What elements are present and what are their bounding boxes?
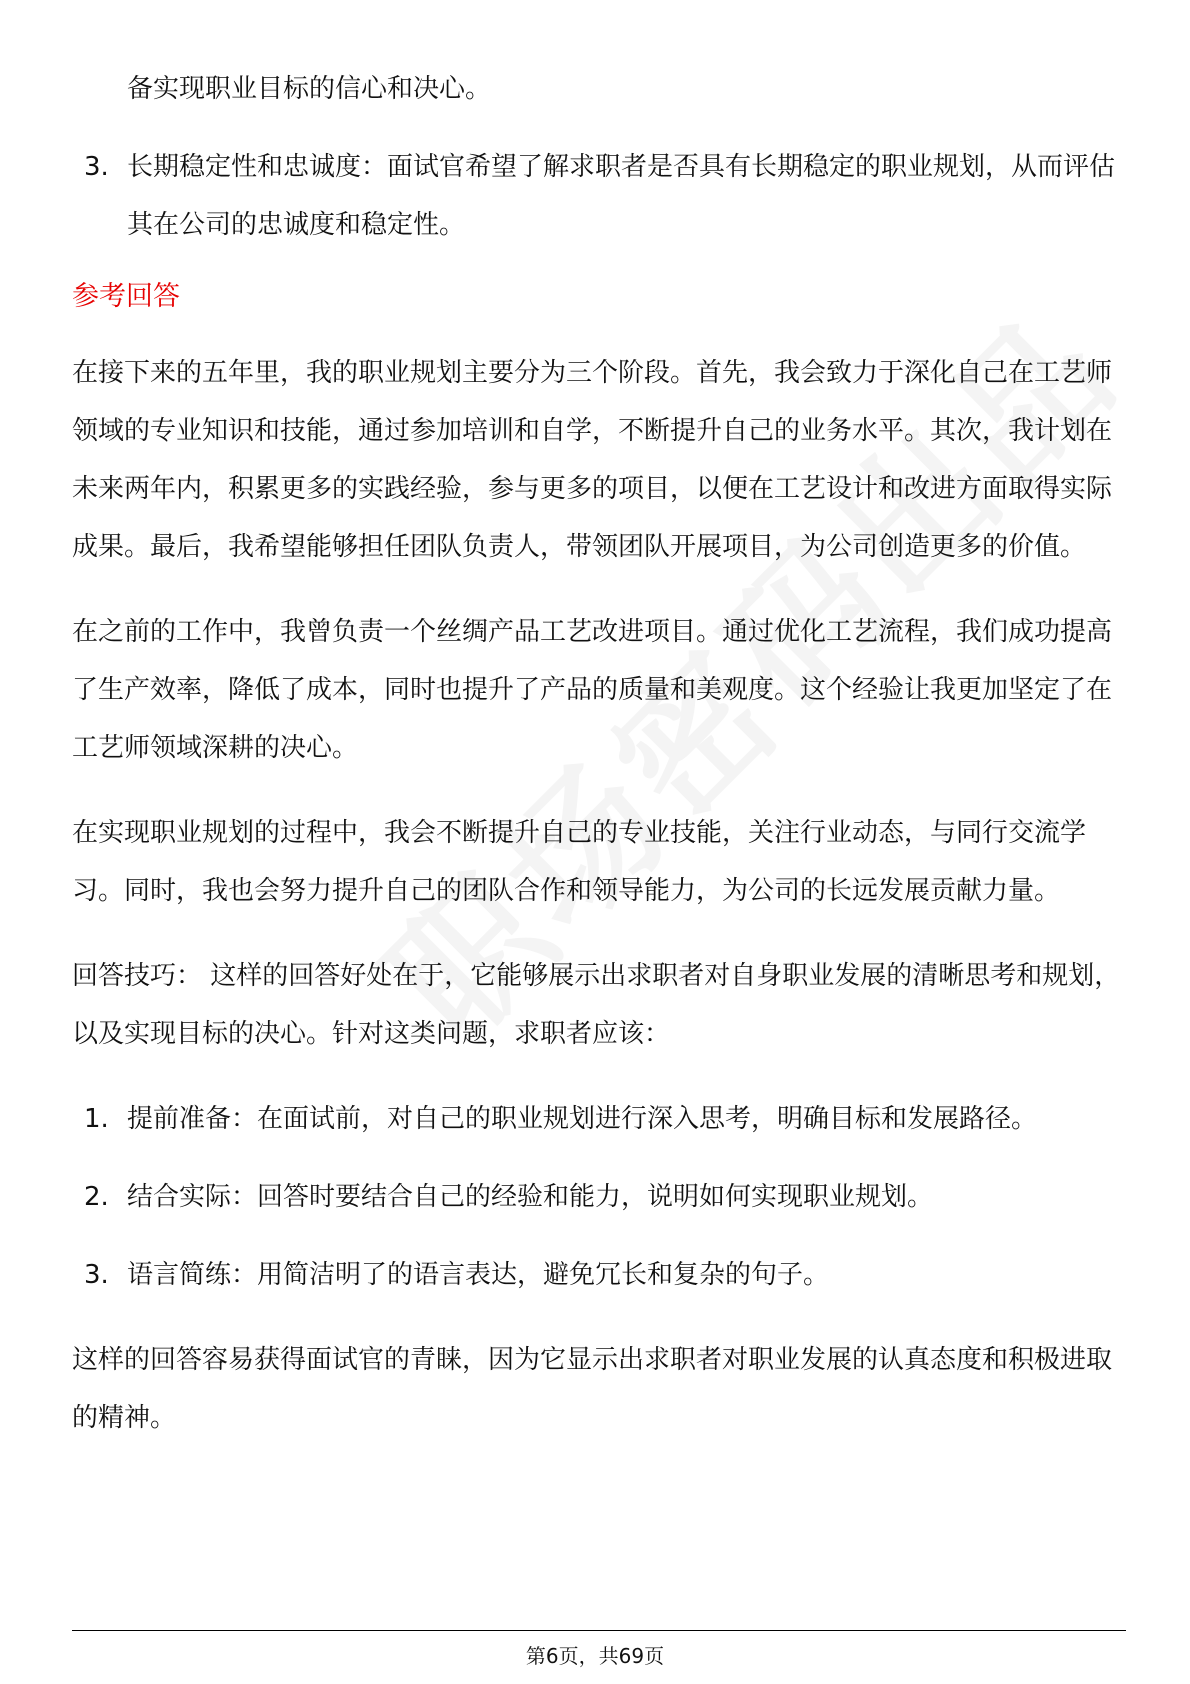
- list-number: 1.: [84, 1104, 109, 1134]
- page-content: [72, 60, 1122, 1447]
- list-item-text: 长期稳定性和忠诚度：面试官希望了解求职者是否具有长期稳定的职业规划，从而评估其在公司的忠诚度和稳定性。: [127, 152, 1116, 240]
- list-number: 2.: [84, 1182, 109, 1212]
- page-number: 第6页，共69页: [525, 1644, 665, 1668]
- footer-divider: [72, 1630, 1126, 1631]
- list-number: 3.: [84, 1260, 109, 1290]
- list-item: [72, 1168, 1122, 1226]
- list-number: 3.: [84, 152, 109, 182]
- list-item-text: 提前准备：在面试前，对自己的职业规划进行深入思考，明确目标和发展路径。: [127, 1104, 1038, 1134]
- list-item: [72, 1246, 1122, 1304]
- list-item-text: 语言简练：用简洁明了的语言表达，避免冗长和复杂的句子。: [127, 1260, 830, 1290]
- list-item: [72, 1090, 1122, 1148]
- answer-paragraph: 在实现职业规划的过程中，我会不断提升自己的专业技能，关注行业动态，与同行交流学习。同时，我也会努力提升自己的团队合作和领导能力，为公司的长远发展贡献力量。: [72, 818, 1087, 906]
- answer-paragraph: 在接下来的五年里，我的职业规划主要分为三个阶段。首先，我会致力于深化自己在工艺师领域的专业知识和技能，通过参加培训和自学，不断提升自己的业务水平。其次，我计划在未来两年内，积累更多的实践经验，参与更多的项目，以便在工艺设计和改进方面取得实际成果。最后，我希望能够担任团队负责人，带领团队开展项目，为公司创造更多的价值。: [72, 358, 1113, 562]
- list-item-text: 结合实际：回答时要结合自己的经验和能力，说明如何实现职业规划。: [127, 1182, 934, 1212]
- tips-intro-paragraph: 回答技巧： 这样的回答好处在于，它能够展示出求职者对自身职业发展的清晰思考和规划，以及实现目标的决心。针对这类问题，求职者应该：: [72, 961, 1121, 1049]
- section-title: 参考回答: [72, 281, 180, 312]
- list-item: [72, 138, 1122, 254]
- answer-paragraph: 在之前的工作中，我曾负责一个丝绸产品工艺改进项目。通过优化工艺流程，我们成功提高了生产效率，降低了成本，同时也提升了产品的质量和美观度。这个经验让我更加坚定了在工艺师领域深耕的决心。: [72, 617, 1113, 763]
- list-item-continuation: 备实现职业目标的信心和决心。: [127, 74, 492, 104]
- closing-paragraph: 这样的回答容易获得面试官的青睐，因为它显示出求职者对职业发展的认真态度和积极进取的精神。: [72, 1345, 1113, 1433]
